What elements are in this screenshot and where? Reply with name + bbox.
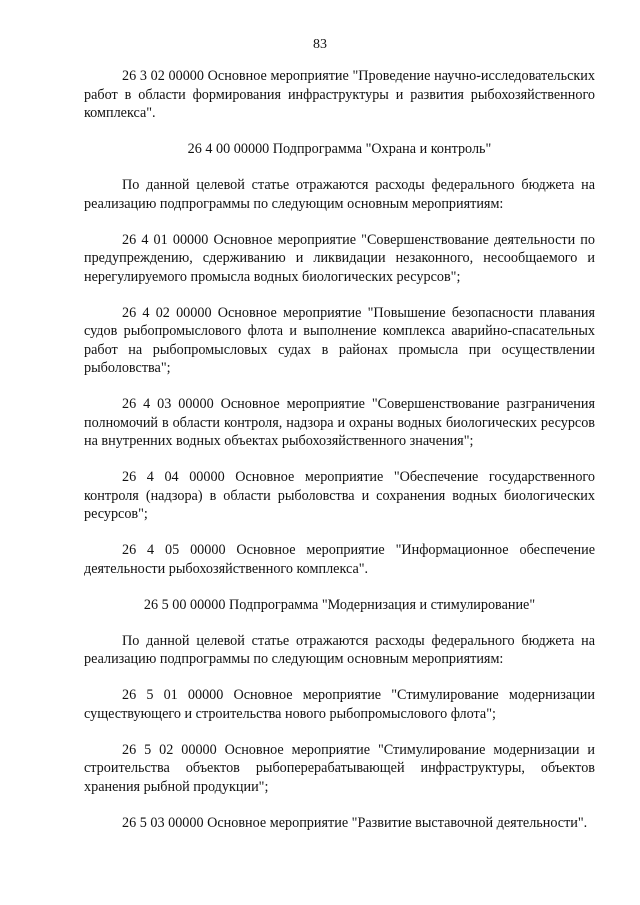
page-number: 83 [313,37,327,52]
heading-subprogram-26-5: 26 5 00 00000 Подпрограмма "Модернизация и стимулирование" [143,596,536,613]
spacer [84,614,595,632]
spacer [84,123,595,141]
paragraph-26-4-04: 26 4 04 00000 Основное мероприятие "Обеспечение государственного контроля (надзора) в области рыболовства и сохранения водных биологических ресурсов"; [84,469,595,522]
paragraph-26-4-01: 26 4 01 00000 Основное мероприятие "Совершенствование деятельности по предупреждению, сдерживанию и ликвидации незаконного, несообщаемого и нерегулируемого промысла водных биологических ресурсов"; [84,231,595,285]
spacer [84,669,595,687]
paragraph-26-5-02: 26 5 02 00000 Основное мероприятие "Стимулирование модернизации и строительства объектов рыбоперерабатывающей инфраструктуры, объектов хранения рыбной продукции"; [84,741,595,795]
paragraph-26-5-03: 26 5 03 00000 Основное мероприятие "Развитие выставочной деятельности". [122,814,588,831]
heading-subprogram-26-4: 26 4 00 00000 Подпрограмма "Охрана и контроль" [187,141,492,157]
paragraph-26-5-01: 26 5 01 00000 Основное мероприятие "Стимулирование модернизации существующего и строительства нового рыбопромыслового флота"; [84,687,595,722]
spacer [84,378,595,396]
spacer [84,796,595,814]
spacer [84,723,595,741]
paragraph-26-4-03: 26 4 03 00000 Основное мероприятие "Совершенствование разграничения полномочий в области контроля, надзора и охраны водных биологических ресурсов на внутренних водных объектах рыбохозяйственного значения"; [84,396,595,449]
paragraph-26-4-02: 26 4 02 00000 Основное мероприятие "Повышение безопасности плавания судов рыбопромыслового флота и выполнение комплекса аварийно-спасательных работ на рыбопромысловых судах в районах промысла при осуществлении рыболовства"; [84,304,595,376]
spacer [84,524,595,542]
spacer [84,213,595,231]
paragraph-26-4-05: 26 4 05 00000 Основное мероприятие "Информационное обеспечение деятельности рыбохозяйственного комплекса". [84,542,595,577]
paragraph-26-3-02: 26 3 02 00000 Основное мероприятие "Проведение научно-исследовательских работ в области формирования инфраструктуры и развития рыбохозяйственного комплекса". [84,68,595,121]
spacer [84,286,595,304]
paragraph-intro-26-4: По данной целевой статье отражаются расходы федерального бюджета на реализацию подпрограммы по следующим основным мероприятиям: [84,177,595,212]
spacer [84,451,595,469]
document-body [84,67,595,832]
spacer [84,159,595,177]
spacer [84,578,595,596]
paragraph-intro-26-5: По данной целевой статье отражаются расходы федерального бюджета на реализацию подпрограммы по следующим основным мероприятиям: [84,632,595,667]
